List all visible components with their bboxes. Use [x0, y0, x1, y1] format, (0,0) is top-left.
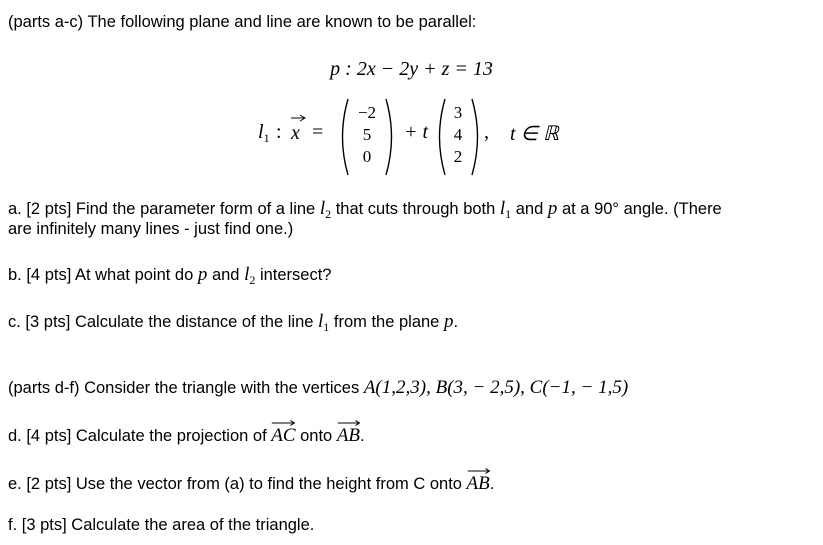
direction-vector-right-paren [470, 98, 484, 176]
x-vector-arrow [290, 114, 306, 122]
part-b-mid: and [207, 266, 245, 284]
part-a-prefix: a. [2 pts] Find the parameter form of a line [8, 200, 320, 218]
x-symbol: x [291, 122, 300, 144]
vector-ab-arrow [337, 420, 360, 426]
part-d-suffix: . [360, 427, 365, 445]
triangle-vertices: A(1,2,3), B(3, − 2,5), C(−1, − 1,5) [363, 377, 629, 398]
part-a-suffix: at a 90° angle. (There [557, 200, 722, 218]
part-a-p: p [547, 198, 558, 219]
vector-ab-e: AB [467, 468, 490, 494]
plus-t-text: + t [404, 121, 429, 143]
part-d [8, 420, 365, 449]
part-d-prefix: d. [4 pts] Calculate the projection of [8, 427, 272, 445]
equals-sign: = [312, 121, 324, 143]
point-vector [352, 102, 382, 168]
l1-name: l [258, 121, 264, 143]
line-l1-equation [0, 96, 823, 178]
part-c-prefix: c. [3 pts] Calculate the distance of the line [8, 313, 319, 331]
part-e-suffix: . [489, 475, 495, 493]
direction-y: 4 [453, 125, 463, 144]
part-b-suffix: intersect? [255, 266, 332, 284]
l1-colon: : [276, 121, 282, 143]
part-e-prefix: e. [2 pts] Use the vector from (a) to find the height from C onto [8, 475, 467, 493]
part-b-p: p [197, 264, 208, 285]
part-f: f. [3 pts] Calculate the area of the triangle. [8, 516, 315, 534]
part-c [8, 312, 458, 337]
part-d-mid: onto [295, 427, 337, 445]
part-a-l1: $l_1$ [499, 198, 512, 221]
part-c-l1: $l_1$ [318, 311, 330, 334]
plane-equation [0, 58, 823, 81]
part-a-mid1: that cuts through both [331, 200, 500, 218]
part-b [8, 265, 331, 290]
point-vector-left-paren [336, 98, 350, 176]
intro2-prefix: (parts d-f) Consider the triangle with the vertices [8, 379, 364, 397]
direction-z: 2 [453, 147, 463, 166]
part-b-prefix: b. [4 pts] At what point do [8, 266, 198, 284]
direction-vector [446, 102, 470, 168]
part-a-mid2: and [511, 200, 548, 218]
x-vector-symbol [291, 116, 300, 144]
part-c-p: p [443, 311, 454, 332]
direction-x: 3 [453, 103, 463, 122]
intro2 [8, 378, 628, 398]
part-a-l2: $l_2$ [319, 198, 332, 221]
direction-vector-left-paren [433, 98, 447, 176]
vector-ac: AC [271, 420, 295, 446]
part-c-mid: from the plane [329, 313, 444, 331]
vector-ab-e-arrow [467, 468, 490, 474]
part-a-line-2: are infinitely many lines - just find one.) [8, 220, 294, 238]
vector-ab: AB [337, 420, 360, 446]
part-c-suffix: . [453, 313, 459, 331]
point-x: −2 [357, 103, 377, 122]
point-y: 5 [362, 125, 372, 144]
plus-t [404, 121, 428, 144]
l1-subscript: 1 [263, 131, 270, 145]
part-e [8, 468, 494, 497]
l1-label [258, 121, 270, 146]
point-vector-right-paren [384, 98, 398, 176]
part-b-l2: $l_2$ [244, 264, 256, 287]
plane-equation-text: p : 2x − 2y + z = 13 [330, 58, 493, 80]
point-z: 0 [362, 147, 372, 166]
parameter-domain: t ∈ ℝ [510, 123, 559, 145]
vector-ac-arrow [271, 420, 295, 426]
intro-text: (parts a-c) The following plane and line are known to be parallel: [8, 13, 477, 31]
vector-comma: , [484, 121, 489, 143]
